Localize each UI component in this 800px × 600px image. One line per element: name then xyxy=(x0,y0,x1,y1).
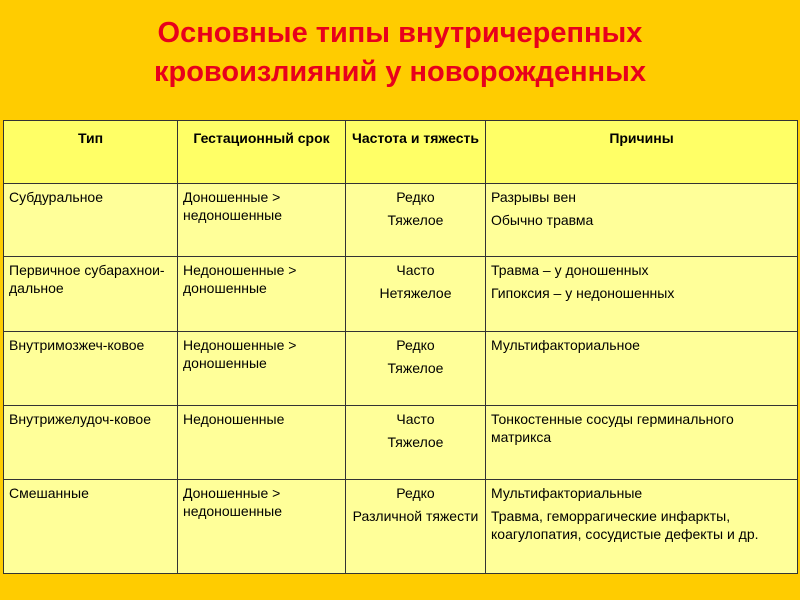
cell-frequency xyxy=(346,257,486,332)
cell-causes xyxy=(486,406,798,480)
cause-line: Мультифакториальное xyxy=(491,337,640,353)
cause-line: Разрывы вен xyxy=(491,189,576,205)
header-type: Тип xyxy=(4,121,178,184)
cell-frequency xyxy=(346,406,486,480)
cell-frequency xyxy=(346,332,486,406)
cause-line: Травма, геморрагические инфаркты, коагулопатия, сосудистые дефекты и др. xyxy=(491,508,759,542)
severity-value: Тяжелое xyxy=(387,434,444,450)
cell-type: Смешанные xyxy=(4,480,178,574)
cell-causes xyxy=(486,332,798,406)
header-frequency-severity: Частота и тяжесть xyxy=(346,121,486,184)
frequency-value: Часто xyxy=(396,411,435,427)
cell-term: Доношенные > недоношенные xyxy=(178,480,346,574)
cause-line: Гипоксия – у недоношенных xyxy=(491,285,675,301)
header-gestational-term: Гестационный срок xyxy=(178,121,346,184)
severity-value: Нетяжелое xyxy=(379,285,452,301)
cell-frequency xyxy=(346,480,486,574)
table-header-row xyxy=(4,121,798,184)
cell-term: Недоношенные xyxy=(178,406,346,480)
table-row xyxy=(4,406,798,480)
hemorrhage-types-table xyxy=(3,120,798,574)
cell-causes xyxy=(486,184,798,257)
cause-line: Мультифакториальные xyxy=(491,485,643,501)
cell-causes xyxy=(486,480,798,574)
table-row xyxy=(4,184,798,257)
table-row xyxy=(4,332,798,406)
title-line-2: кровоизлияний у новорожденных xyxy=(153,56,646,88)
cell-type: Внутрижелудоч-ковое xyxy=(4,406,178,480)
severity-value: Тяжелое xyxy=(387,212,444,228)
cell-type: Внутримозжеч-ковое xyxy=(4,332,178,406)
cell-type: Первичное субарахнои-дальное xyxy=(4,257,178,332)
cause-line: Обычно травма xyxy=(491,212,594,228)
frequency-value: Часто xyxy=(396,262,435,278)
cell-term: Недоношенные > доношенные xyxy=(178,332,346,406)
frequency-value: Редко xyxy=(396,189,435,205)
frequency-value: Редко xyxy=(396,337,435,353)
title-line-1: Основные типы внутричерепных xyxy=(157,17,643,49)
severity-value: Различной тяжести xyxy=(352,508,479,524)
table-row xyxy=(4,480,798,574)
table-row xyxy=(4,257,798,332)
cell-causes xyxy=(486,257,798,332)
severity-value: Тяжелое xyxy=(387,360,444,376)
header-causes: Причины xyxy=(486,121,798,184)
cause-line: Тонкостенные сосуды герминального матрикса xyxy=(491,411,734,445)
cell-type: Субдуральное xyxy=(4,184,178,257)
cell-frequency xyxy=(346,184,486,257)
frequency-value: Редко xyxy=(396,485,435,501)
cause-line: Травма – у доношенных xyxy=(491,262,649,278)
cell-term: Доношенные > недоношенные xyxy=(178,184,346,257)
page-title xyxy=(0,14,800,92)
cell-term: Недоношенные > доношенные xyxy=(178,257,346,332)
